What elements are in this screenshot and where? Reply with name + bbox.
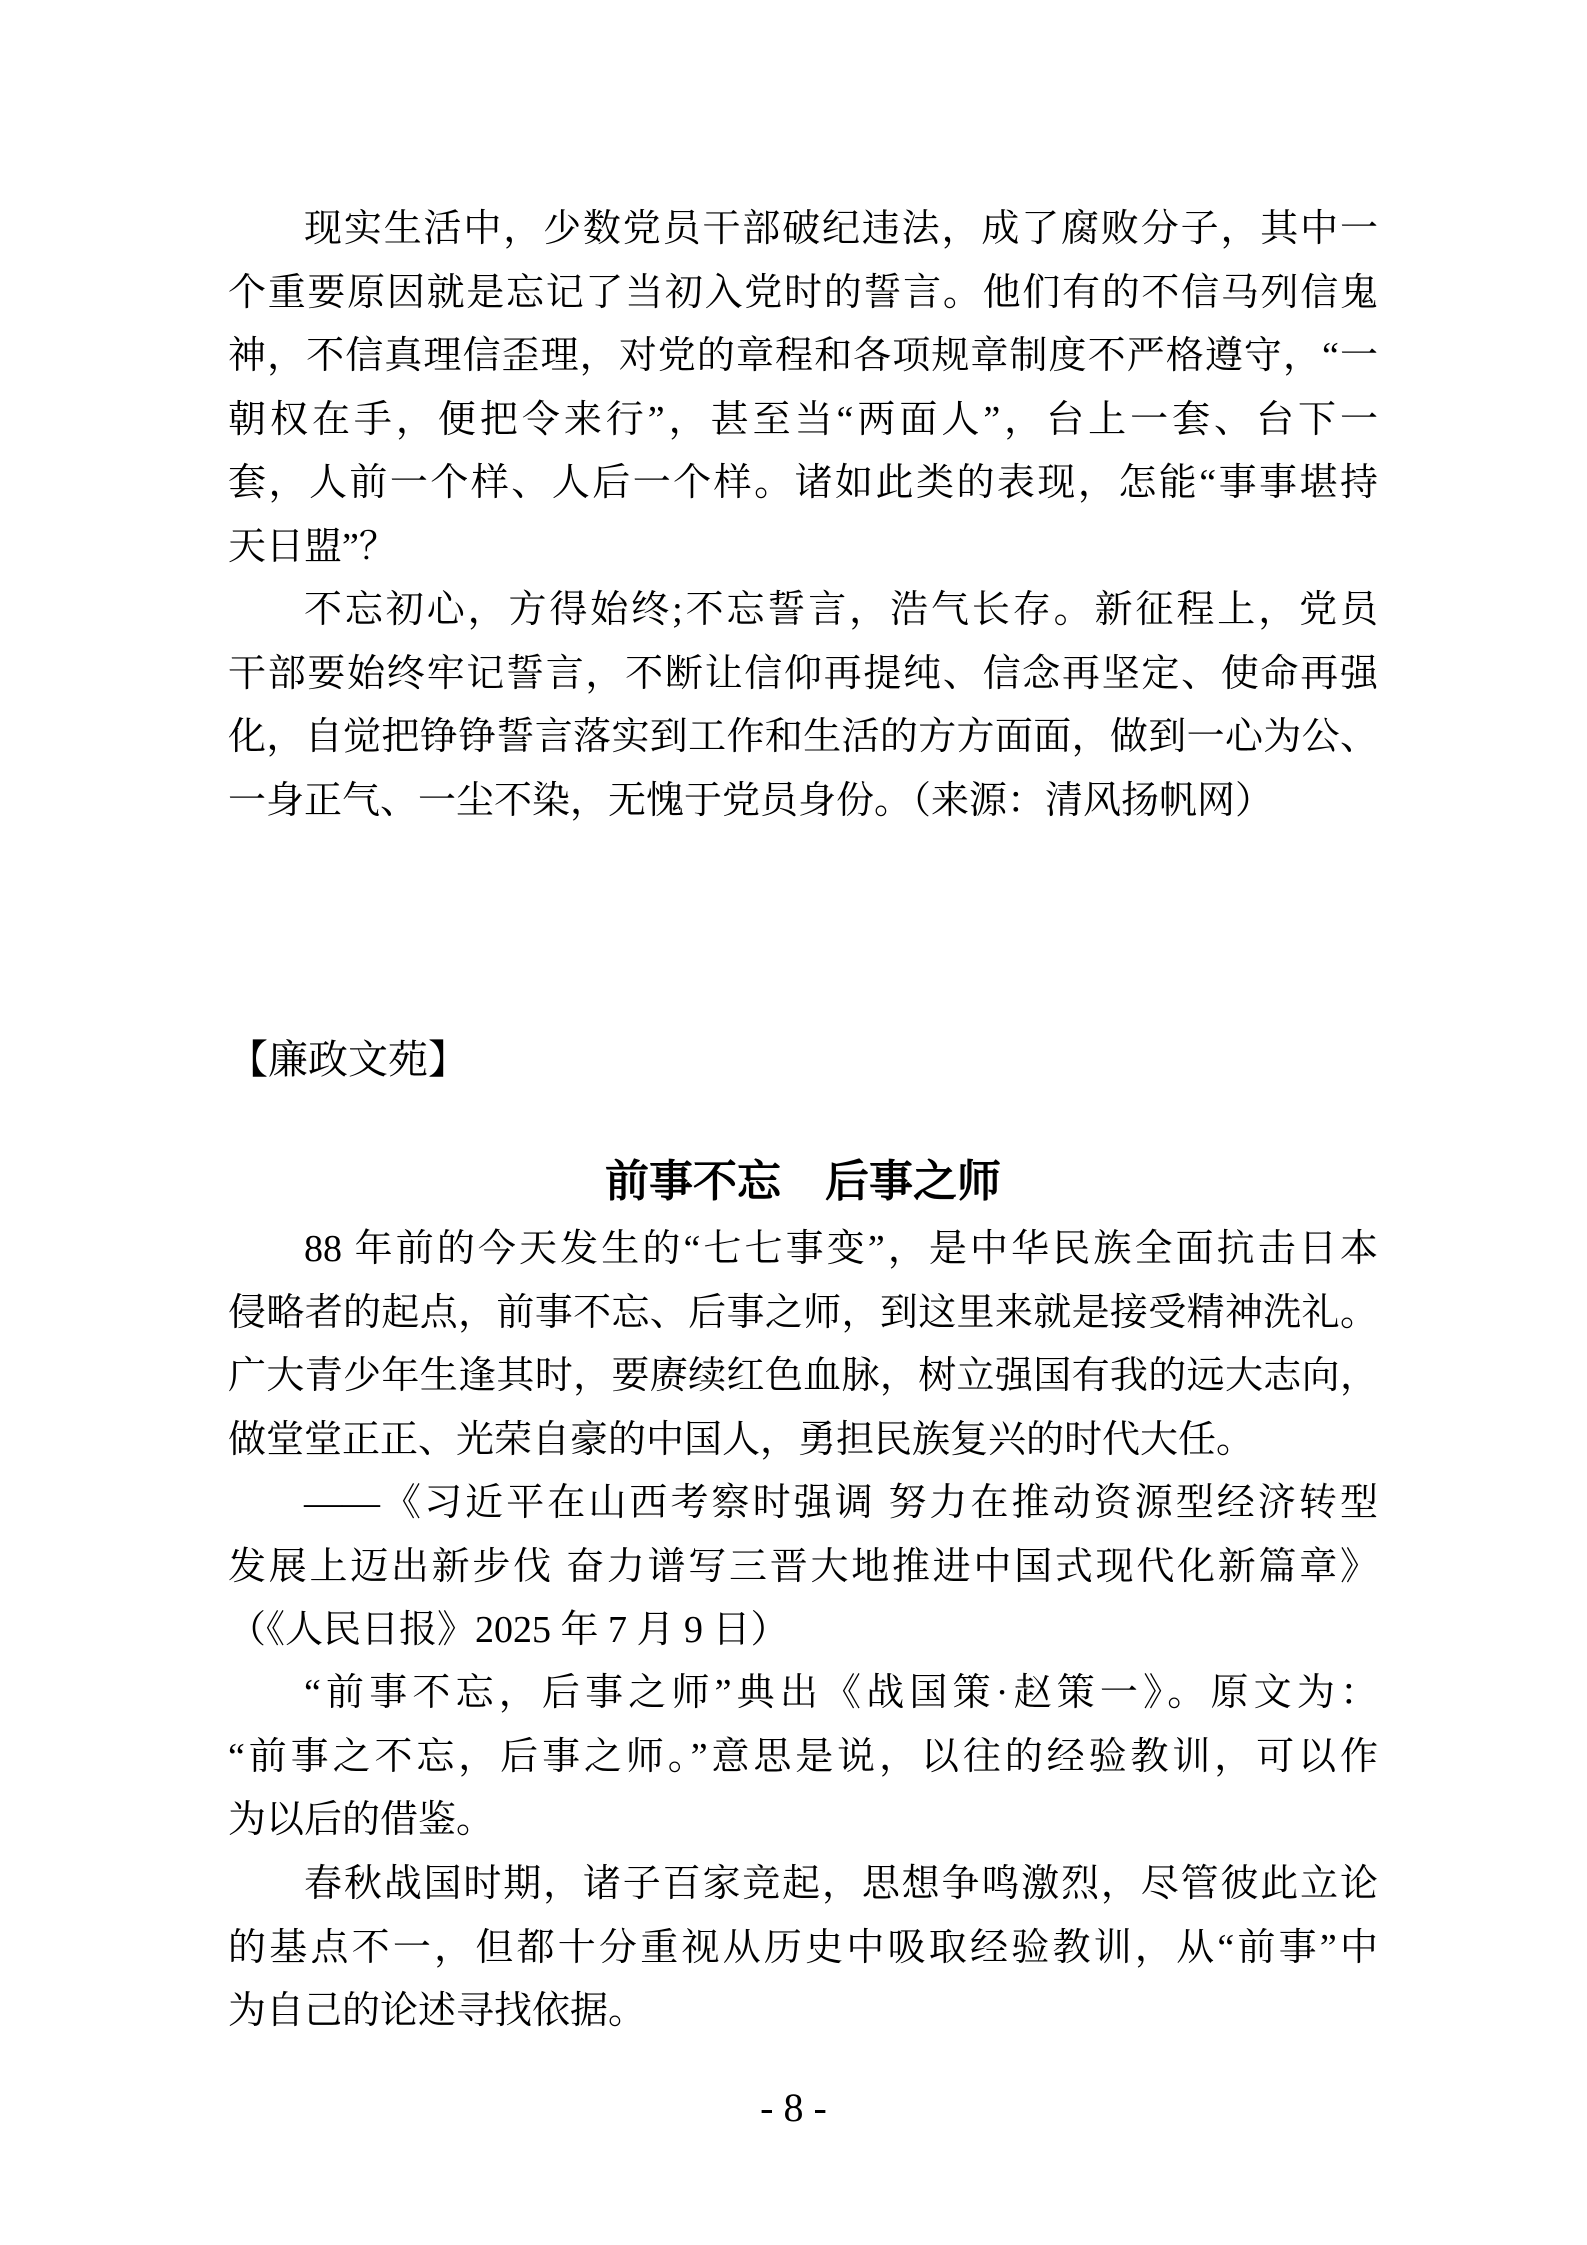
text-line: 为以后的借鉴。 — [228, 1799, 495, 1841]
text-line: 神，不信真理信歪理，对党的章程和各项规章制度不严格遵守，“一 — [228, 335, 1378, 377]
text-line: 不忘初心，方得始终;不忘誓言，浩气长存。新征程上，党员 — [304, 589, 1378, 631]
text-line: 发展上迈出新步伐 奋力谱写三晋大地推进中国式现代化新篇章》 — [228, 1545, 1378, 1588]
text-line: ——《习近平在山西考察时强调 努力在推动资源型经济转型 — [304, 1482, 1378, 1524]
text-line: 88 年前的今天发生的“七七事变”，是中华民族全面抗击日本 — [304, 1228, 1378, 1270]
paragraph-quote-attribution — [228, 1472, 1378, 1663]
paragraph-warring-states — [228, 1853, 1378, 2044]
text-line: “前事之不忘，后事之师。”意思是说，以往的经验教训，可以作 — [228, 1735, 1378, 1778]
page-number: - 8 - — [760, 2085, 827, 2130]
paragraph-oath-problem — [228, 198, 1378, 579]
text-line: 侵略者的起点，前事不忘、后事之师，到这里来就是接受精神洗礼。 — [228, 1291, 1378, 1334]
text-line: 干部要始终牢记誓言，不断让信仰再提纯、信念再坚定、使命再强 — [228, 652, 1378, 695]
text-line: 春秋战国时期，诸子百家竞起，思想争鸣激烈，尽管彼此立论 — [304, 1863, 1378, 1905]
text-line: （《人民日报》2025 年 7 月 9 日） — [228, 1609, 789, 1651]
paragraph-origin-of-saying — [228, 1662, 1378, 1853]
text-line: 现实生活中，少数党员干部破纪违法，成了腐败分子，其中一 — [304, 208, 1378, 250]
paragraph-july-7-incident — [228, 1218, 1378, 1472]
text-line: 朝权在手，便把令来行”，甚至当“两面人”，台上一套、台下一 — [228, 398, 1378, 441]
paragraph-never-forget — [228, 579, 1378, 833]
text-line: 广大青少年生逢其时，要赓续红色血脉，树立强国有我的远大志向， — [228, 1355, 1378, 1397]
text-line: 的基点不一，但都十分重视从历史中吸取经验教训，从“前事”中 — [228, 1926, 1378, 1969]
text-line: 做堂堂正正、光荣自豪的中国人，勇担民族复兴的时代大任。 — [228, 1418, 1255, 1461]
text-line: “前事不忘，后事之师”典出《战国策·赵策一》。原文为： — [304, 1672, 1378, 1714]
text-line: 天日盟”？ — [228, 525, 397, 568]
text-line: 个重要原因就是忘记了当初入党时的誓言。他们有的不信马列信鬼 — [228, 271, 1378, 314]
text-line: 一身正气、一尘不染，无愧于党员身份。（来源：清风扬帆网） — [228, 779, 1274, 822]
text-line: 套，人前一个样、人后一个样。诸如此类的表现，怎能“事事堪持 — [228, 462, 1378, 504]
section-header: 【廉政文苑】 — [228, 1037, 468, 1082]
text-line: 化，自觉把铮铮誓言落实到工作和生活的方方面面，做到一心为公、 — [228, 716, 1378, 758]
text-line: 为自己的论述寻找依据。 — [228, 1990, 647, 2032]
article-title: 前事不忘 后事之师 — [605, 1157, 1001, 1206]
